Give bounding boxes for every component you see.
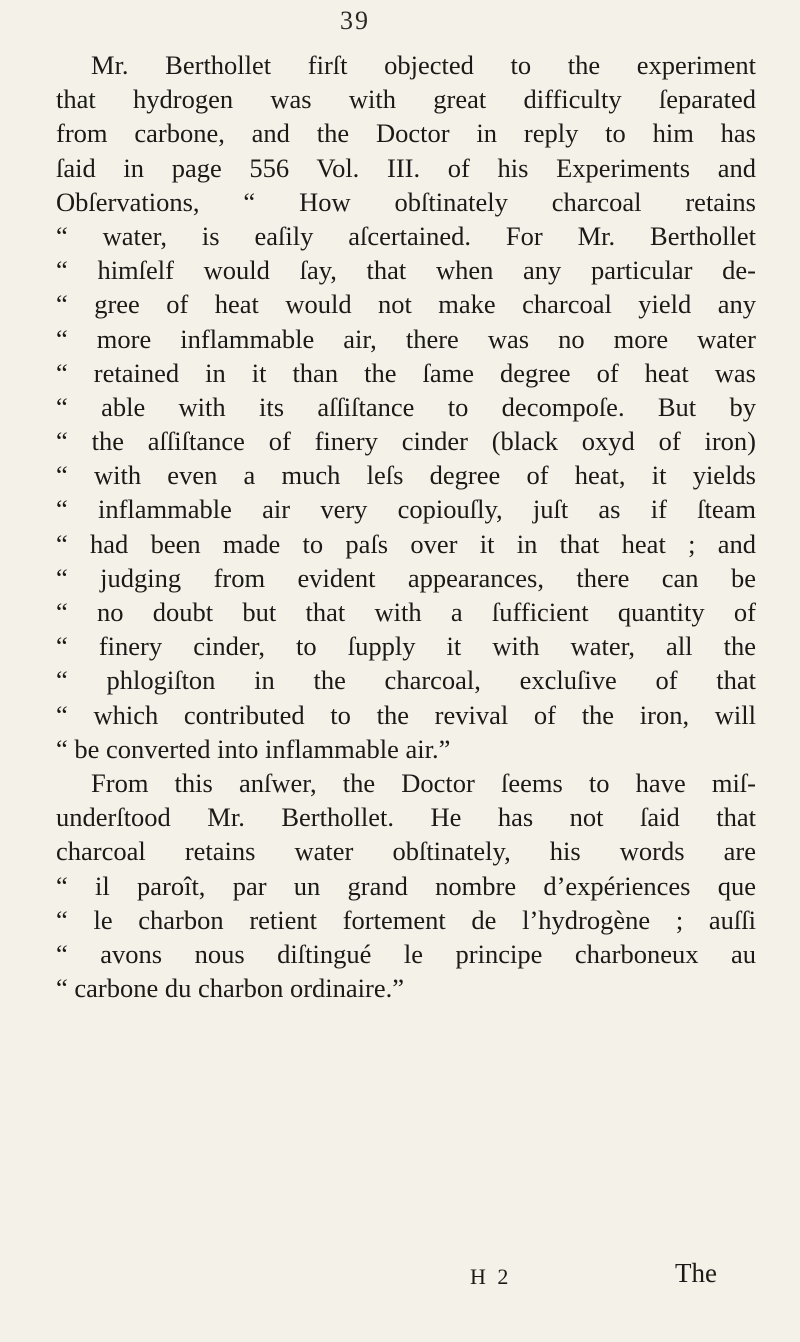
text-line: “ no doubt but that with a ſufficient quantity of xyxy=(56,597,756,627)
text-line: “ finery cinder, to ſupply it with water, all the xyxy=(56,631,756,662)
text-line: “ with even a much leſs degree of heat, it yields xyxy=(56,460,756,491)
text-line: charcoal retains water obſtinately, his words are xyxy=(56,836,756,867)
page-footer xyxy=(0,1258,800,1298)
text-line: “ judging from evident appearances, there can be xyxy=(56,562,756,593)
text-line: Obſervations, “ How obſtinately charcoal retains xyxy=(56,186,756,217)
text-line: “ il paroît, par un grand nombre d’expériences que xyxy=(56,870,756,901)
text-line: “ le charbon retient fortement de l’hydrogène ; auſſi xyxy=(56,904,756,935)
text-line: From this anſwer, the Doctor ſeems to have miſ- xyxy=(91,767,756,798)
text-line: ſaid in page 556 Vol. III. of his Experiments and xyxy=(56,152,756,183)
text-line: “ had been made to paſs over it in that heat ; and xyxy=(56,528,756,559)
text-line: “ the aſſiſtance of finery cinder (black oxyd of iron) xyxy=(56,426,756,457)
text-line: “ more inflammable air, there was no more water xyxy=(56,323,756,354)
catchword: The xyxy=(675,1258,717,1288)
text-line: “ retained in it than the ſame degree of heat was xyxy=(56,357,756,388)
text-line: that hydrogen was with great difficulty ſeparated xyxy=(56,84,756,115)
text-line: “ which contributed to the revival of the iron, will xyxy=(56,699,756,730)
text-line: “ be converted into inflammable air.” xyxy=(56,733,451,764)
text-line: “ avons nous diſtingué le principe charboneux au xyxy=(56,938,756,969)
text-line: “ able with its aſſiſtance to decompoſe. But by xyxy=(56,391,756,422)
text-line: “ phlogiſton in the charcoal, excluſive of that xyxy=(56,665,756,696)
text-line: “ water, is eaſily aſcertained. For Mr. Berthollet xyxy=(56,220,756,251)
text-line: from carbone, and the Doctor in reply to him has xyxy=(56,118,756,149)
text-line: underſtood Mr. Berthollet. He has not ſaid that xyxy=(56,802,756,833)
text-line: “ inflammable air very copiouſly, juſt as if ſteam xyxy=(56,494,756,525)
text-line: Mr. Berthollet firſt objected to the experiment xyxy=(91,50,756,80)
signature-mark: H 2 xyxy=(470,1264,512,1289)
text-line: “ carbone du charbon ordinaire.” xyxy=(56,973,405,1004)
page-number: 39 xyxy=(340,6,370,35)
text-line: “ himſelf would ſay, that when any particular de- xyxy=(56,255,756,286)
body-text xyxy=(56,48,756,1005)
text-line: “ gree of heat would not make charcoal yield any xyxy=(56,289,756,320)
